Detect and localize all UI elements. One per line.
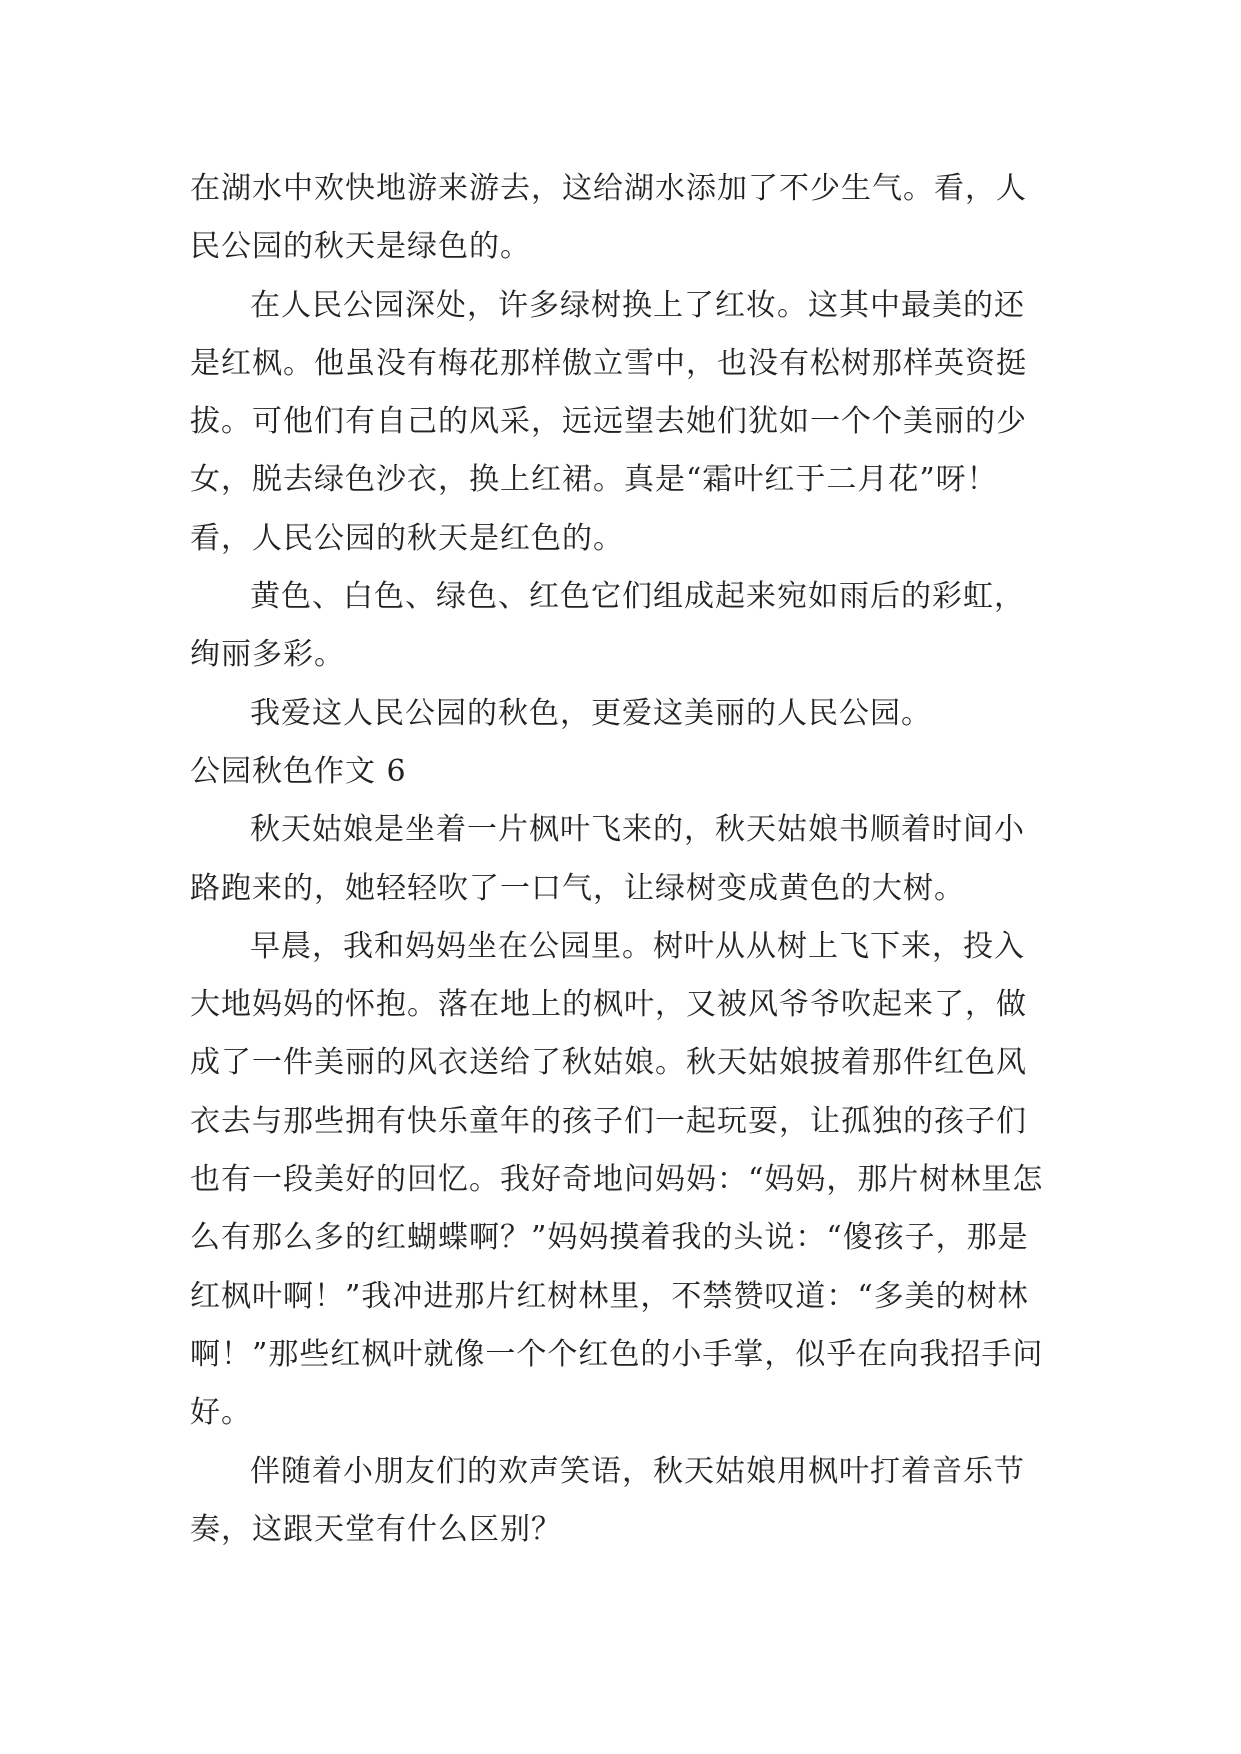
paragraph-5: 秋天姑娘是坐着一片枫叶飞来的，秋天姑娘书顺着时间小路跑来的，她轻轻吹了一口气，让绿树变成黄色的大树。 [190, 812, 1025, 906]
paragraph-4: 我爱这人民公园的秋色，更爱这美丽的人民公园。 [250, 695, 932, 731]
paragraph-3: 黄色、白色、绿色、红色它们组成起来宛如雨后的彩虹，绚丽多彩。 [190, 579, 1025, 673]
section-heading: 公园秋色作文 6 [190, 753, 407, 789]
document-body [190, 160, 1050, 1559]
paragraph-6: 早晨，我和妈妈坐在公园里。树叶从从树上飞下来，投入大地妈妈的怀抱。落在地上的枫叶，又被风爷爷吹起来了，做成了一件美丽的风衣送给了秋姑娘。秋天姑娘披着那件红色风衣去与那些拥有快乐童年的孩子们一起玩耍，让孤独的孩子们也有一段美好的回忆。我好奇地问妈妈：“妈妈，那片树林里怎么有那么多的红蝴蝶啊？”妈妈摸着我的头说：“傻孩子，那是红枫叶啊！”我冲进那片红树林里，不禁赞叹道：“多美的树林啊！”那些红枫叶就像一个个红色的小手掌，似乎在向我招手问好。 [190, 928, 1044, 1431]
paragraph-2: 在人民公园深处，许多绿树换上了红妆。这其中最美的还是红枫。他虽没有梅花那样傲立雪中，也没有松树那样英资挺拔。可他们有自己的风采，远远望去她们犹如一个个美丽的少女，脱去绿色沙衣，换上红裙。真是“霜叶红于二月花”呀！看，人民公园的秋天是红色的。 [190, 287, 1027, 556]
paragraph-7: 伴随着小朋友们的欢声笑语，秋天姑娘用枫叶打着音乐节奏，这跟天堂有什么区别？ [190, 1453, 1025, 1547]
paragraph-1: 在湖水中欢快地游来游去，这给湖水添加了不少生气。看，人民公园的秋天是绿色的。 [190, 171, 1027, 265]
